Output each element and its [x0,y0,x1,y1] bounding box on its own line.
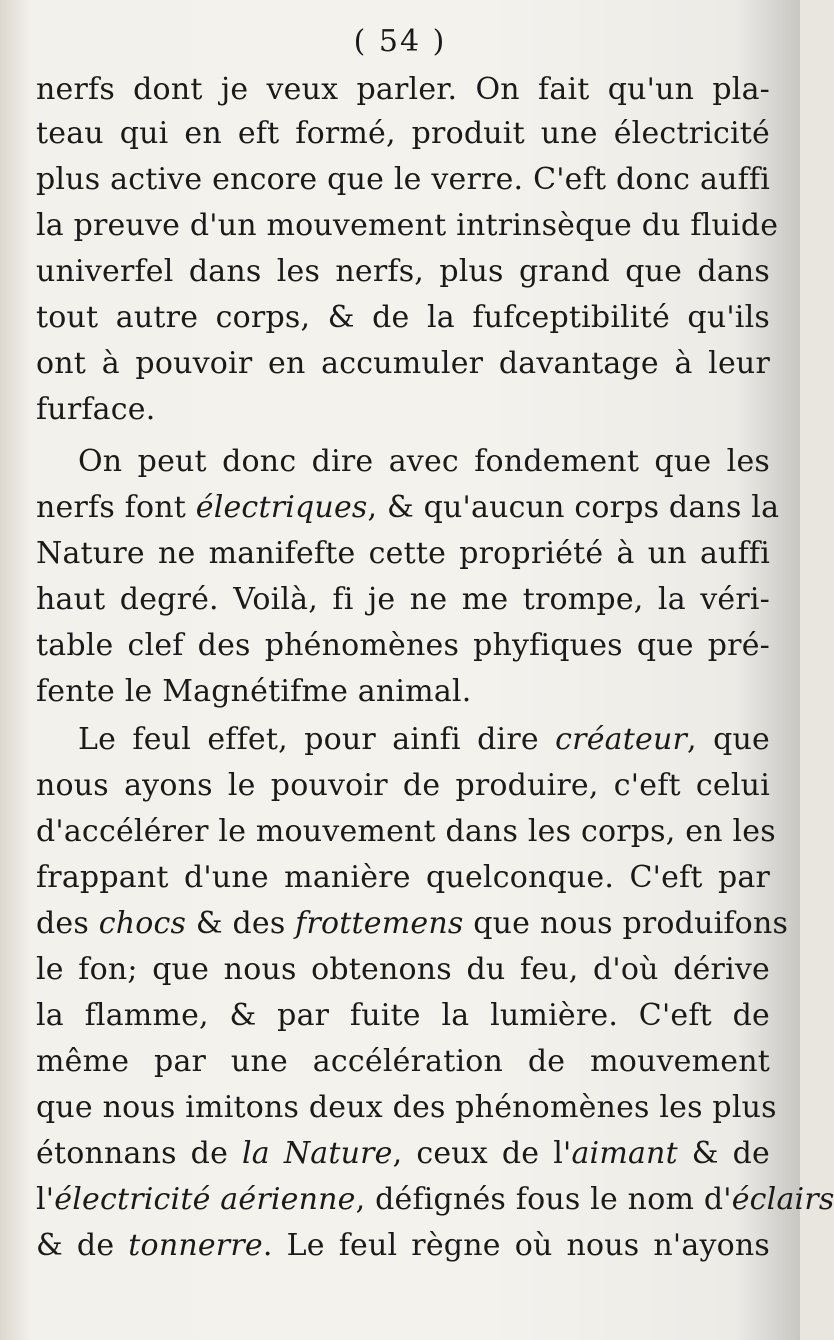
text-line [36,856,770,900]
text-segment: & de [36,1228,129,1263]
text-segment: nerfs font [36,490,196,525]
text-segment: , que [687,722,770,757]
text-line [36,388,770,432]
text-line [78,440,770,484]
text-line [36,342,770,386]
text-segment: , ceux de l' [392,1136,572,1171]
text-segment: , défignés fous le nom d' [355,1182,732,1217]
text-segment: table clef des phénomènes phyfiques que pré- [36,628,770,663]
italic-text: tonnerre [128,1228,263,1263]
text-segment: fente le Magnétifme animal. [36,674,472,709]
text-line [36,670,770,714]
text-segment: frappant d'une manière quelconque. C'eft par [36,860,770,895]
text-segment: la preuve d'un mouvement intrinsèque du fluide [36,208,779,243]
text-line [36,112,770,156]
italic-text: chocs [98,906,187,941]
text-line [36,810,776,854]
text-segment: , & qu'aucun corps dans la [367,490,780,525]
text-line [78,718,770,762]
text-line [36,1086,777,1130]
text-line [36,250,770,294]
text-segment: univerfel dans les nerfs, plus grand que dans [36,254,770,289]
text-segment: l' [36,1182,55,1217]
text-segment: & des [186,906,296,941]
text-line [36,764,770,808]
text-line [36,902,789,946]
italic-text: la Nature [241,1136,393,1171]
text-segment: furface. [36,392,156,427]
text-line [36,158,770,202]
italic-text: frottemens [295,906,464,941]
text-line [36,1132,770,1176]
italic-text: aimant [571,1136,678,1171]
page-number: ( 54 ) [353,24,447,59]
text-segment: que nous produifons [463,906,789,941]
text-segment: plus active encore que le verre. C'eft donc auffi [36,162,770,197]
italic-text: électriques [195,490,368,525]
text-segment: Le feul effet, pour ainfi dire [78,722,556,757]
text-segment: Nature ne manifefte cette propriété à un auffi [36,536,770,571]
text-line [36,1040,770,1084]
text-segment: nous ayons le pouvoir de produire, c'eft celui [36,768,770,803]
text-line [36,578,770,622]
text-line [36,948,770,992]
text-segment: teau qui en eft formé, produit une électricité [36,116,770,151]
text-line [36,532,770,576]
italic-text: électricité aérienne [54,1182,356,1217]
text-line [36,1224,770,1268]
text-segment: On peut donc dire avec fondement que les [78,444,770,479]
text-line [36,1178,834,1222]
text-line [36,994,770,1038]
italic-text: créateur [555,722,688,757]
text-segment: que nous imitons deux des phénomènes les plus [36,1090,777,1125]
text-segment: tout autre corps, & de la fufceptibilité qu'ils [36,300,770,335]
text-line [36,624,770,668]
text-segment: des [36,906,99,941]
text-line [36,204,779,248]
text-segment: la flamme, & par fuite la lumière. C'eft de [36,998,770,1033]
text-segment: nerfs dont je veux parler. On fait qu'un pla- [36,72,770,107]
text-segment: même par une accélération de mouvement [36,1044,770,1079]
text-segment: haut degré. Voilà, fi je ne me trompe, la véri- [36,582,770,617]
italic-text: éclairs [731,1182,834,1217]
text-line [36,296,770,340]
text-segment: ont à pouvoir en accumuler davantage à leur [36,346,770,381]
text-line [36,68,770,112]
text-segment: & de [677,1136,770,1171]
text-segment: étonnans de [36,1136,242,1171]
text-segment: . Le feul règne où nous n'ayons [262,1228,770,1263]
text-segment: le fon; que nous obtenons du feu, d'où dérive [36,952,770,987]
text-segment: d'accélérer le mouvement dans les corps, en les [36,814,776,849]
text-line [36,486,780,530]
